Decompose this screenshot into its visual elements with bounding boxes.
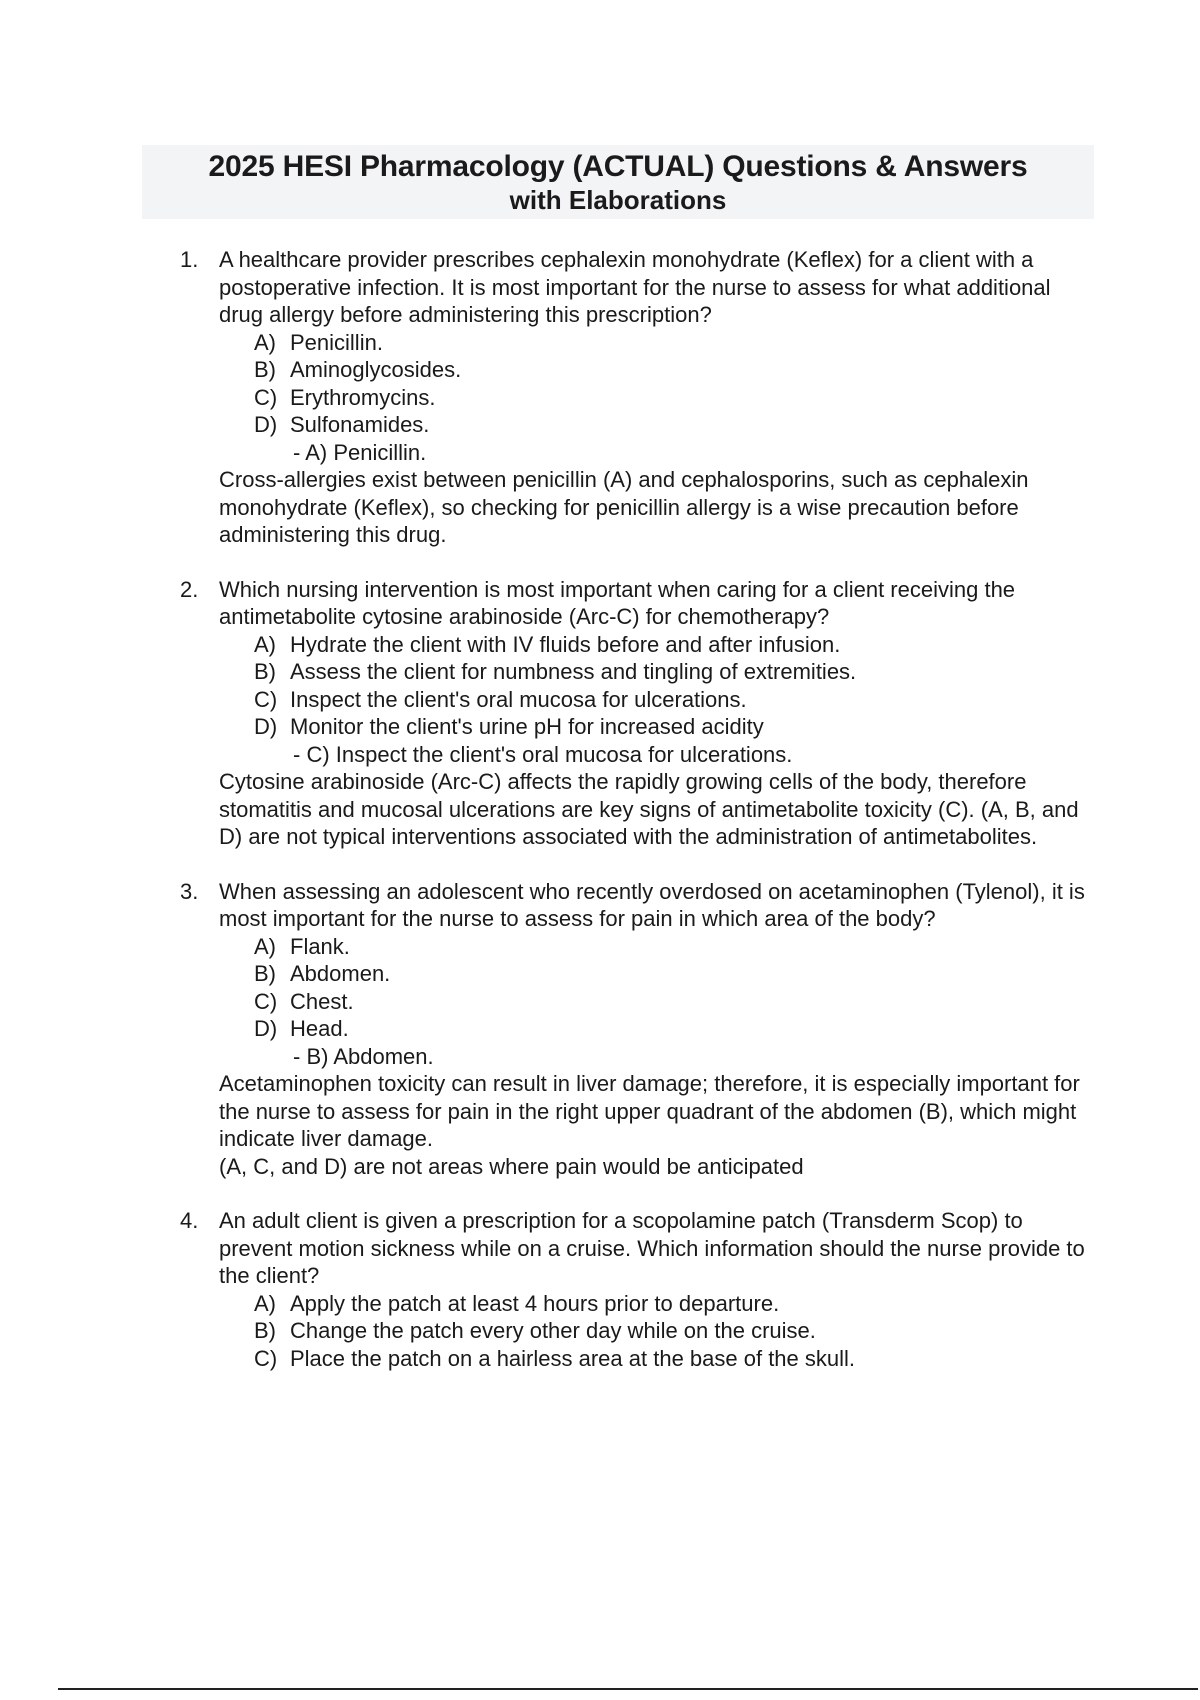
page-subtitle: with Elaborations xyxy=(509,185,727,215)
question-number: 2. xyxy=(180,576,199,602)
option-text: Penicillin. xyxy=(290,329,383,355)
explanation: Cytosine arabinoside (Arc-C) affects the rapidly growing cells of the body, therefore stomatitis and mucosal ulcerations are key signs of antimetabolite toxicity (C). (A, B, and D) are not typical interventions associated with the administration of antimetabolites. xyxy=(219,769,1079,849)
option-text: Sulfonamides. xyxy=(290,412,430,437)
option-list xyxy=(219,631,1100,741)
option-letter: C) xyxy=(254,1345,278,1371)
explanation: Acetaminophen toxicity can result in liver damage; therefore, it is especially important for the nurse to assess for pain in the right upper quadrant of the abdomen (B), which might indicate liver damage. xyxy=(219,1071,1080,1151)
option-c xyxy=(254,384,1100,412)
option-text: Monitor the client's urine pH for increased acidity xyxy=(290,714,764,739)
option-c xyxy=(254,1345,1100,1373)
option-letter: B) xyxy=(254,1318,276,1343)
option-text: Abdomen. xyxy=(290,961,391,986)
option-b xyxy=(254,1317,1100,1345)
question-number: 3. xyxy=(180,878,199,904)
option-letter: C) xyxy=(254,384,278,410)
option-c xyxy=(254,686,1100,714)
question-body xyxy=(219,246,1100,549)
option-a xyxy=(254,1290,1100,1318)
option-text: Aminoglycosides. xyxy=(290,357,462,382)
question-list xyxy=(180,246,1100,1372)
title-banner xyxy=(142,145,1094,219)
option-text: Head. xyxy=(290,1016,349,1041)
option-letter: C) xyxy=(254,988,278,1014)
option-b xyxy=(254,658,1100,686)
option-letter: A) xyxy=(254,329,276,355)
option-letter: A) xyxy=(254,933,276,959)
question-body xyxy=(219,878,1100,1181)
option-text: Place the patch on a hairless area at the base of the skull. xyxy=(290,1345,856,1371)
option-letter: C) xyxy=(254,686,278,712)
question-body xyxy=(219,1207,1100,1372)
option-text: Assess the client for numbness and tingling of extremities. xyxy=(290,659,857,684)
option-a xyxy=(254,329,1100,357)
option-list xyxy=(219,1290,1100,1373)
answer-key: - C) Inspect the client's oral mucosa for ulcerations. xyxy=(293,741,793,767)
option-letter: D) xyxy=(254,714,278,739)
question-stem: A healthcare provider prescribes cephalexin monohydrate (Keflex) for a client with a postoperative infection. It is most important for the nurse to assess for what additional drug allergy before administering this prescription? xyxy=(219,247,1051,327)
option-letter: D) xyxy=(254,1016,278,1041)
question-stem: When assessing an adolescent who recently overdosed on acetaminophen (Tylenol), it is most important for the nurse to assess for pain in which area of the body? xyxy=(219,878,1085,931)
option-b xyxy=(254,960,1100,988)
option-text: Hydrate the client with IV fluids before and after infusion. xyxy=(290,631,841,657)
option-list xyxy=(219,329,1100,439)
option-text: Inspect the client's oral mucosa for ulcerations. xyxy=(290,686,747,712)
question-number: 4. xyxy=(180,1208,199,1233)
answer-key: - A) Penicillin. xyxy=(293,439,427,465)
option-d xyxy=(254,713,1100,741)
question-number: 1. xyxy=(180,247,199,272)
question-stem: Which nursing intervention is most important when caring for a client receiving the antimetabolite cytosine arabinoside (Arc-C) for chemotherapy? xyxy=(219,576,1016,629)
question-4 xyxy=(180,1207,1100,1372)
question-1 xyxy=(180,246,1100,549)
option-a xyxy=(254,631,1100,659)
option-text: Change the patch every other day while on the cruise. xyxy=(290,1318,816,1343)
footer-divider xyxy=(58,1688,1198,1690)
page-title: 2025 HESI Pharmacology (ACTUAL) Questions & Answers xyxy=(208,150,1028,183)
option-text: Chest. xyxy=(290,988,354,1014)
option-list xyxy=(219,933,1100,1043)
option-text: Erythromycins. xyxy=(290,384,436,410)
question-stem: An adult client is given a prescription for a scopolamine patch (Transderm Scop) to prevent motion sickness while on a cruise. Which information should the nurse provide to the client? xyxy=(219,1208,1085,1288)
option-letter: D) xyxy=(254,412,278,437)
option-c xyxy=(254,988,1100,1016)
question-2 xyxy=(180,576,1100,851)
option-letter: B) xyxy=(254,659,276,684)
question-3 xyxy=(180,878,1100,1181)
option-letter: A) xyxy=(254,1290,276,1316)
explanation: Cross-allergies exist between penicillin (A) and cephalosporins, such as cephalexin monohydrate (Keflex), so checking for penicillin allergy is a wise precaution before administering this drug. xyxy=(219,467,1029,547)
option-text: Apply the patch at least 4 hours prior to departure. xyxy=(290,1290,780,1316)
option-letter: B) xyxy=(254,961,276,986)
answer-key: - B) Abdomen. xyxy=(293,1043,434,1069)
question-body xyxy=(219,576,1100,851)
option-b xyxy=(254,356,1100,384)
option-d xyxy=(254,411,1100,439)
explanation-note: (A, C, and D) are not areas where pain would be anticipated xyxy=(219,1153,804,1179)
option-letter: A) xyxy=(254,631,276,657)
option-d xyxy=(254,1015,1100,1043)
option-text: Flank. xyxy=(290,933,350,959)
option-a xyxy=(254,933,1100,961)
option-letter: B) xyxy=(254,357,276,382)
